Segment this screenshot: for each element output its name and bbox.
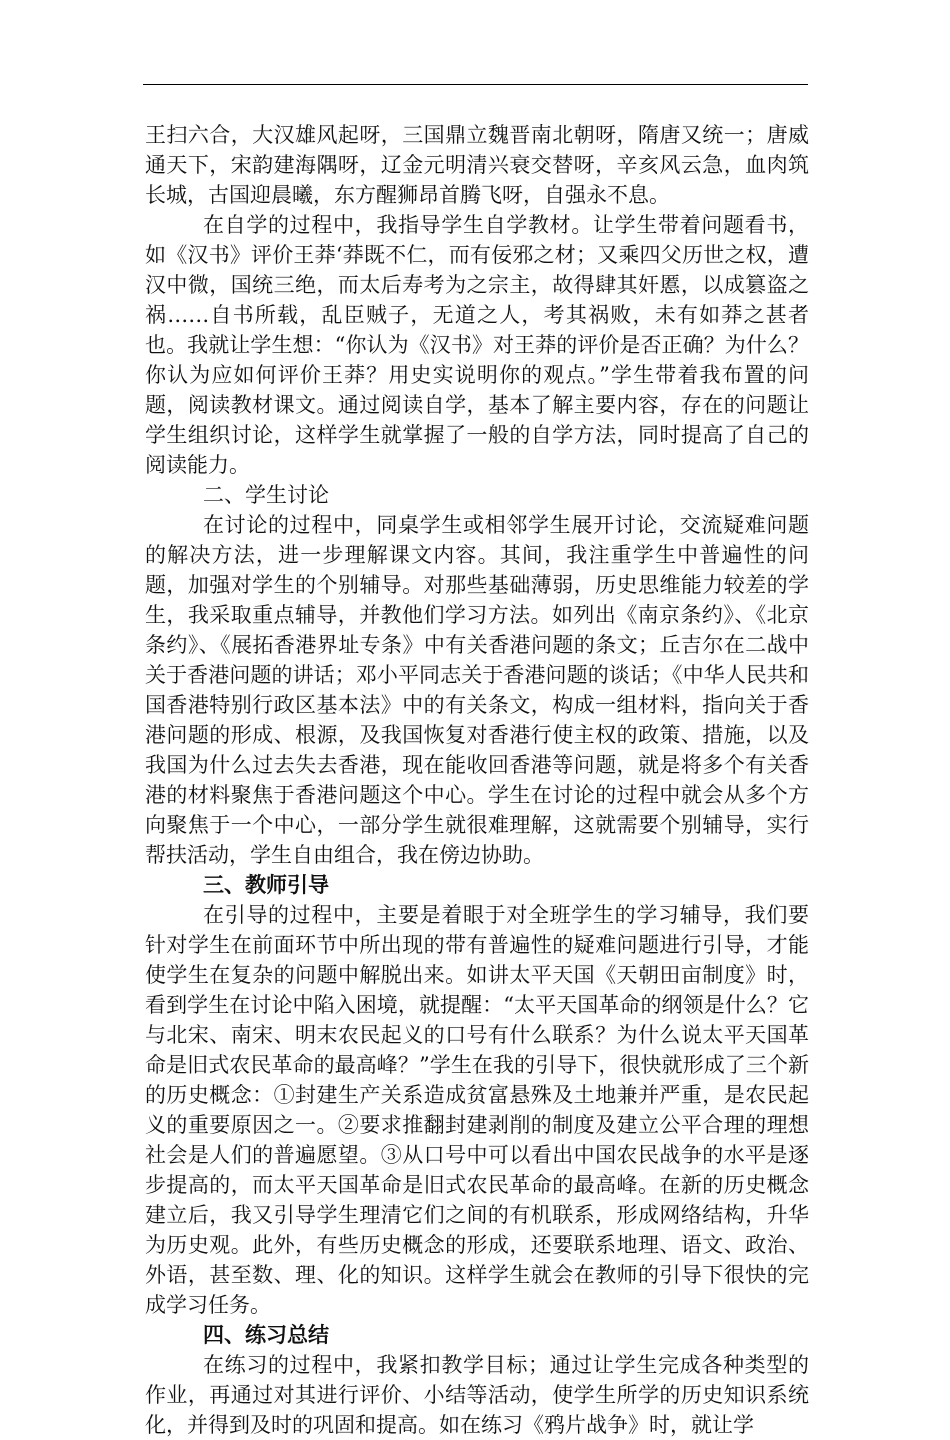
header-rule xyxy=(143,84,808,85)
paragraph-discussion: 在讨论的过程中，同桌学生或相邻学生展开讨论，交流疑难问题的解决方法，进一步理解课文内容。其间，我注重学生中普遍性的问题，加强对学生的个别辅导。对那些基础薄弱，历史思维能力较差的学生，我采取重点辅导，并教他们学习方法。如列出《南京条约》、《北京条约》、《展拓香港界址专条》中有关香港问题的条文；丘吉尔在二战中关于香港问题的讲话；邓小平同志关于香港问题的谈话；《中华人民共和国香港特别行政区基本法》中的有关条文，构成一组材料，指向关于香港问题的形成、根源，及我国恢复对香港行使主权的政策、措施，以及我国为什么过去失去香港，现在能收回香港等问题，就是将多个有关香港的材料聚焦于香港问题这个中心。学生在讨论的过程中就会从多个方向聚焦于一个中心，一部分学生就很难理解，这就需要个别辅导，实行帮扶活动，学生自由组合，我在傍边协助。 xyxy=(145,513,809,867)
section-heading-student-discussion: 二、学生讨论 xyxy=(203,483,329,507)
paragraph-poem-continuation: 王扫六合，大汉雄风起呀，三国鼎立魏晋南北朝呀，隋唐又统一；唐威通天下，宋韵建海隅呀，辽金元明清兴衰交替呀，辛亥风云急，血肉筑长城，古国迎晨曦，东方醒狮昂首腾飞呀，自强永不息。 xyxy=(145,123,809,207)
section-heading-practice-summary: 四、练习总结 xyxy=(203,1322,329,1347)
document-body xyxy=(145,120,809,1440)
section-heading-teacher-guidance: 三、教师引导 xyxy=(203,872,329,897)
paragraph-self-study: 在自学的过程中，我指导学生自学教材。让学生带着问题看书，如《汉书》评价王莽‘莽既不仁，而有佞邪之材；又乘四父历世之权，遭汉中微，国统三绝，而太后寿考为之宗主，故得肆其奸慝，以成篡盗之祸……自书所载，乱臣贼子，无道之人，考其祸败，未有如莽之甚者也。我就让学生想：“你认为《汉书》对王莽的评价是否正确？为什么？你认为应如何评价王莽？用史实说明你的观点。”学生带着我布置的问题，阅读教材课文。通过阅读自学，基本了解主要内容，存在的问题让学生组织讨论，这样学生就掌握了一般的自学方法，同时提高了自己的阅读能力。 xyxy=(145,213,809,477)
paragraph-guidance: 在引导的过程中，主要是着眼于对全班学生的学习辅导，我们要针对学生在前面环节中所出现的带有普遍性的疑难问题进行引导，才能使学生在复杂的问题中解脱出来。如讲太平天国《天朝田亩制度》时，看到学生在讨论中陷入困境，就提醒：“太平天国革命的纲领是什么？它与北宋、南宋、明末农民起义的口号有什么联系？为什么说太平天国革命是旧式农民革命的最高峰？”学生在我的引导下，很快就形成了三个新的历史概念：①封建生产关系造成贫富悬殊及土地兼并严重，是农民起义的重要原因之一。②要求推翻封建剥削的制度及建立公平合理的理想社会是人们的普遍愿望。③从口号中可以看出中国农民战争的水平是逐步提高的，而太平天国革命是旧式农民革命的最高峰。在新的历史概念建立后，我又引导学生理清它们之间的有机联系，形成网络结构，升华为历史观。此外，有些历史概念的形成，还要联系地理、语文、政治、外语，甚至数、理、化的知识。这样学生就会在教师的引导下很快的完成学习任务。 xyxy=(145,903,809,1317)
paragraph-practice: 在练习的过程中，我紧扣教学目标；通过让学生完成各种类型的作业，再通过对其进行评价、小结等活动，使学生所学的历史知识系统化，并得到及时的巩固和提高。如在练习《鸦片战争》时，就让学 xyxy=(145,1353,809,1437)
